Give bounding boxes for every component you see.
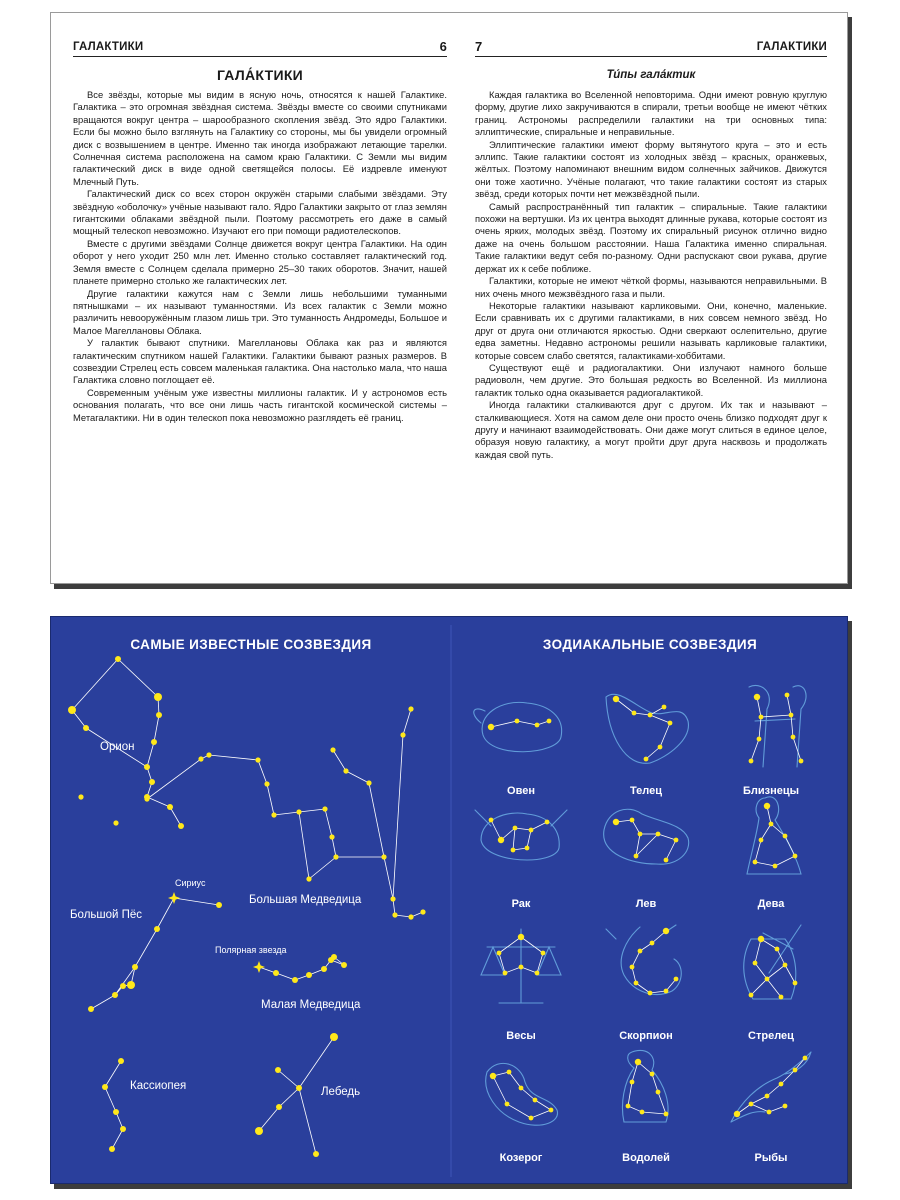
zodiac-6-star [519,965,524,970]
orion-star [156,712,162,718]
ursa-major-star [330,747,335,752]
orion-line [154,715,159,742]
zodiac-6-star [503,971,508,976]
canis-major-line [157,898,174,929]
ursa-major-star [296,809,301,814]
zodiac-10-line [642,1112,666,1114]
zodiac-2-star [757,737,762,742]
canis-major-line [174,898,219,905]
zodiac-figure-7 [606,925,681,994]
zodiac-label-libra: Весы [506,1030,536,1042]
canis-major-star [168,892,180,904]
ursa-major-line [147,759,201,799]
zodiac-8-line [755,939,761,963]
zodiac-10-line [628,1082,632,1106]
zodiac-8-line [751,979,767,995]
ursa-major-line [325,809,332,837]
ursa-major-star [322,806,327,811]
zodiac-figure-4 [604,809,689,864]
ursa-major-line [384,857,393,899]
zodiac-11-star [734,1111,740,1117]
zodiac-label-cancer: Рак [511,898,531,910]
zodiac-11-line [769,1106,785,1112]
ursa-major-star [392,912,397,917]
zodiac-6-star [541,951,546,956]
canis-major-line [135,929,157,967]
zodiac-5-star [783,834,788,839]
ursa-major-star [255,757,260,762]
zodiac-7-star [638,949,643,954]
orion-line [147,742,154,767]
zodiac-2-line [761,715,791,717]
zodiac-2-line [793,737,801,761]
zodiac-1-star [658,745,663,750]
ursa-minor-star [321,966,327,972]
cygnus-line [299,1037,334,1088]
zodiac-label-sagittarius: Стрелец [748,1030,794,1042]
zodiac-5-star [773,864,778,869]
zodiac-11-star [749,1102,754,1107]
zodiac-9-star [507,1070,512,1075]
cassiopeia-line [112,1129,123,1149]
zodiac-figure-outline [606,694,688,763]
zodiac-9-line [509,1072,521,1088]
canis-major-star [132,964,138,970]
label-cygnus: Лебедь [321,1086,361,1098]
zodiac-5-line [761,824,771,840]
zodiac-6-line [521,937,543,953]
canis-major-star [88,1006,94,1012]
zodiac-7-line [632,967,636,983]
zodiac-0-star [515,719,520,724]
canis-major-star [127,981,135,989]
cygnus-star [276,1104,282,1110]
left-page [73,13,447,583]
zodiac-4-star [634,854,639,859]
orion-star [83,725,89,731]
zodiac-10-star [630,1080,635,1085]
orion-line [72,659,118,710]
orion-star [68,706,76,714]
paragraph: Вместе с другими звёздами Солнце движется вокруг центра Галактики. На один оборот у него уходит 250 млн лет. Именно столько составляет галактический год. Земля вместе с Солнцем сделала примерно 25–30 таких оборотов. Значит, нашей планете примерно столько же галактических лет. [73,237,447,287]
ursa-major-star [366,780,371,785]
zodiac-11-star [783,1104,788,1109]
zodiac-8-star [775,947,780,952]
ursa-major-line [267,784,274,815]
right-page-heading: Ти́пы гала́ктик [606,69,696,81]
zodiac-4-star [664,858,669,863]
ursa-major-star [329,834,334,839]
zodiac-2-line [787,695,791,715]
zodiac-7-star [630,965,635,970]
ursa-major-star [408,706,413,711]
canis-major-star [154,926,160,932]
zodiac-figure-9 [486,1063,558,1125]
zodiac-figure-outline [486,1063,558,1125]
zodiac-7-star [634,981,639,986]
ursa-major-star [343,768,348,773]
ursa-major-star [400,732,405,737]
zodiac-label-pisces: Рыбы [754,1152,788,1164]
zodiac-9-star [490,1073,496,1079]
ursa-minor-star [253,961,265,973]
label-polaris: Полярная звезда [215,945,287,955]
orion-star [167,804,173,810]
ursa-minor-star [306,972,312,978]
zodiac-0-line [517,721,537,725]
paragraph: Иногда галактики сталкиваются друг с другом. Их так и называют – сталкивающиеся. Хотя на самом деле они просто очень близко подходят друг к другу и начинают взаимодействовать. Они даже могут слиться в единое целое, образуя новую галактику, а могут пройти друг друга насквозь и продолжать каждая свой путь. [475,399,827,460]
zodiac-1-line [634,713,650,715]
constellation-spread [50,616,848,1184]
zodiac-9-line [521,1088,535,1100]
zodiac-9-star [533,1098,538,1103]
zodiac-3-line [531,822,547,830]
ursa-major-line [332,837,336,857]
zodiac-label-leo: Лев [635,898,657,910]
zodiac-3-star [529,828,534,833]
right-page-number: 7 [475,39,483,54]
zodiac-9-star [519,1086,524,1091]
orion-line [118,659,158,697]
zodiac-11-star [779,1082,784,1087]
zodiac-4-star [638,832,643,837]
left-running-title: ГАЛАКТИКИ [73,41,144,53]
zodiac-2-star [789,713,794,718]
zodiac-1-line [660,723,670,747]
zodiac-6-star [497,951,502,956]
zodiac-3-star [498,837,504,843]
paragraph: Другие галактики кажутся нам с Земли лишь небольшими туманными пятнышками – их называют туманностями. Из всех галактик с Земли можно различить невооружённым глазом лишь три. Это туманность Андромеды, Большое и Малое Магеллановы Облака. [73,287,447,336]
ursa-minor-star [341,962,347,968]
zodiac-8-star [765,977,770,982]
zodiac-2-star [791,735,796,740]
zodiac-figure-8 [744,925,801,999]
ursa-major-star [271,812,276,817]
cygnus-line [299,1088,316,1154]
zodiac-6-line [521,967,537,973]
zodiac-6-line [505,967,521,973]
zodiac-9-line [493,1076,507,1104]
zodiac-10-star [626,1104,631,1109]
ursa-minor-line [276,973,295,980]
zodiac-6-star [535,971,540,976]
zodiac-6-star [518,934,524,940]
zodiac-1-line [650,715,670,723]
zodiac-2-star [785,693,790,698]
zodiac-2-line [791,715,793,737]
cygnus-line [279,1088,299,1107]
canis-major-star [112,992,118,998]
zodiac-3-star [525,846,530,851]
left-running-head [73,39,447,57]
zodiac-1-star [662,705,667,710]
left-page-body [73,89,447,424]
paragraph: У галактик бывают спутники. Магеллановы Облака как раз и являются галактическим спутником нашей Галактики. Галактики бывают разных размеров. В созвездии Стрелец есть совсем маленькая галактика. Она настолько мала, что наша Галактика словно поглощает её. [73,337,447,386]
zodiac-11-star [767,1110,772,1115]
ursa-major-star [381,854,386,859]
label-orion: Орион [100,741,135,753]
zodiac-5-line [775,856,795,866]
zodiac-2-line [751,739,759,761]
paragraph: Каждая галактика во Вселенной неповторима. Одни имеют ровную круглую форму, другие лихо закручиваются в спирали, третьи вообще не имеют чётких границ. Астрономы распределили галактики на три основных типа: эллиптические, спиральные и неправильные. [475,89,827,138]
ursa-minor-star [273,970,279,976]
zodiac-4-star [630,818,635,823]
zodiac-figure-outline [744,925,801,999]
zodiac-3-star [545,820,550,825]
zodiac-7-star [648,991,653,996]
zodiac-10-star [656,1090,661,1095]
ursa-minor-star [331,954,337,960]
zodiac-4-star [613,819,619,825]
zodiac-3-star [489,818,494,823]
paragraph: Галактики, которые не имеют чёткой формы, называются неправильными. В них очень много межзвёздного газа и пыли. [475,275,827,299]
cygnus-star [313,1151,319,1157]
zodiac-7-line [650,991,666,993]
orion-star [78,794,83,799]
zodiac-9-star [529,1116,534,1121]
orion-star [144,764,150,770]
ursa-major-line [403,709,411,735]
zodiac-3-star [511,848,516,853]
cassiopeia-line [105,1061,121,1087]
zodiac-5-line [785,836,795,856]
ursa-major-line [274,812,299,815]
zodiac-8-line [767,979,781,997]
orion-line [147,797,170,807]
ursa-major-line [209,755,258,760]
orion-star [154,693,162,701]
zodiac-1-star [644,757,649,762]
zodiac-1-star [613,696,619,702]
zodiac-2-star [759,715,764,720]
zodiac-7-star [650,941,655,946]
zodiac-7-star [664,989,669,994]
zodiac-9-star [505,1102,510,1107]
zodiac-label-virgo: Дева [757,898,785,910]
ursa-major-line [369,783,384,857]
paragraph: Существуют ещё и радиогалактики. Они излучают намного больше радиоволн, чем другие. Это большая редкость во Вселенной. Из миллиона галактик только одна оказывается радиогалактикой. [475,361,827,398]
orion-star [115,656,121,662]
zodiac-1-line [646,747,660,759]
cygnus-line [278,1070,299,1088]
zodiac-5-star [769,822,774,827]
zodiac-5-line [755,840,761,862]
zodiac-5-star [753,860,758,865]
cassiopeia-line [105,1087,116,1112]
cygnus-star [296,1085,302,1091]
ursa-major-line [299,809,325,812]
zodiac-11-star [765,1094,770,1099]
zodiac-9-star [549,1108,554,1113]
zodiac-3-line [515,828,531,830]
text-spread [50,12,848,584]
ursa-major-star [206,752,211,757]
cassiopeia-star [102,1084,108,1090]
right-page-body [475,89,827,461]
paragraph: Самый распространённый тип галактик – спиральные. Такие галактики похожи на вертушки. Из их центра выходят длинные рукава, которые состоят из очень ярких, молодых звёзд. Поэтому их спиральный рисунок отлично видно даже на очень большом расстоянии. Наша Галактика именно спиральная. Такие галактики ведут себя по-разному. Одни распускают свои рукава, другие держат их к себе поближе. [475,200,827,274]
ursa-major-line [258,760,267,784]
orion-star [151,739,157,745]
ursa-major-star [264,781,269,786]
canis-major-line [91,995,115,1009]
zodiac-1-star [648,713,653,718]
paragraph: Современным учёным уже известны миллионы галактик. И у астрономов есть основания полагать, что все они лишь часть гигантской космической системы – Метагалактики. Ни в один телескоп пока невозможно разглядеть её границ. [73,386,447,423]
zodiac-7-star [663,928,669,934]
label-ursa-major: Большая Медведица [249,894,362,906]
zodiac-figure-outline [606,925,681,994]
zodiac-8-star [753,961,758,966]
zodiac-9-line [531,1110,551,1118]
label-ursa-minor: Малая Медведица [261,999,361,1011]
cygnus-line [259,1107,279,1131]
paragraph: Некоторые галактики называют карликовыми. Они, конечно, маленькие. Если сравнивать их с другими галактиками, в них совсем немного звёзд. Но друг от друга они отличаются яркостью. Одни сверкают ослепительно, другие едва заметны. Недавно астрономы решили называть карликовые галактики, которые совсем слабо светятся, галактиками-хоббитами. [475,299,827,361]
zodiac-3-star [513,826,518,831]
zodiac-8-star [783,963,788,968]
zodiac-2-star [754,694,760,700]
zodiac-4-line [632,820,640,834]
zodiac-10-line [658,1092,666,1114]
ursa-minor-star [292,977,298,983]
label-sirius: Сириус [175,878,206,888]
cassiopeia-star [120,1126,126,1132]
right-running-title: ГАЛАКТИКИ [756,41,827,53]
zodiac-11-line [751,1104,769,1112]
ursa-major-star [408,914,413,919]
label-canis-major: Большой Пёс [70,909,143,921]
cygnus-star [275,1067,281,1073]
zodiac-0-star [547,719,552,724]
zodiac-7-star [674,977,679,982]
zodiac-label-aquarius: Водолей [622,1152,670,1164]
zodiac-10-star [635,1059,641,1065]
zodiac-8-line [785,965,795,983]
cassiopeia-star [109,1146,115,1152]
left-page-heading: ГАЛА́КТИКИ [216,67,304,83]
paragraph: Все звёзды, которые мы видим в ясную ночь, относятся к нашей Галактике. Галактика – это огромная звёздная система. Звёзды вместе со своими спутниками вращаются вокруг центра – шарообразного скопления звёзд. Это ядро Галактики. Если бы можно было взглянуть на Галактику со стороны, мы бы увидели огромный диск с возвышением в центре. Именно так иногда изображают летающие тарелки. Солнечная система расположена на самом краю Галактики. С Земли мы видим галактический диск в виде одной светящейся полосы. Её издревле именуют Млечный Путь. [73,89,447,187]
right-running-head [475,39,827,57]
zodiac-label-gemini: Близнецы [742,785,800,797]
zodiac-figure-1 [606,694,688,763]
ursa-major-star [198,756,203,761]
zodiac-4-star [656,832,661,837]
zodiac-figure-outline [622,1050,668,1122]
cygnus-star [330,1033,338,1041]
label-cassiopeia: Кассиопея [130,1080,187,1092]
zodiac-10-star [650,1072,655,1077]
zodiac-figure-3 [475,810,567,860]
orion-star [149,779,155,785]
right-page [475,13,827,583]
zodiac-label-capricorn: Козерог [499,1152,543,1164]
zodiac-9-line [507,1104,531,1118]
orion-star [178,823,184,829]
zodiac-label-taurus: Телец [629,785,662,797]
orion-star [113,820,118,825]
zodiac-figure-outline [474,702,562,751]
zodiac-5-line [755,862,775,866]
zodiac-4-line [658,834,676,840]
zodiac-10-star [640,1110,645,1115]
ursa-major-line [346,771,369,783]
zodiac-6-line [499,937,521,953]
canis-major-star [216,902,222,908]
ursa-major-star [144,796,149,801]
zodiac-3-line [513,828,515,850]
zodiac-8-line [755,963,767,979]
zodiac-2-star [799,759,804,764]
zodiac-4-line [666,840,676,860]
zodiac-10-star [664,1112,669,1117]
zodiac-label-scorpio: Скорпион [619,1030,673,1042]
zodiac-figure-outline [604,809,689,864]
zodiac-5-star [759,838,764,843]
orion-line [170,807,181,826]
zodiac-constellations-heading: ЗОДИАКАЛЬНЫЕ СОЗВЕЗДИЯ [542,637,758,652]
paragraph: Эллиптические галактики имеют форму вытянутого круга – это и есть эллипс. Такие галактики состоят из холодных звёзд – красных, оранжевых, жёлтых. Поэтому напоминают внешним видом солнечных зайчиков. Движутся они тоже хаотично. Учёные полагают, что такие галактики состоят из старых звёзд, среди которых почти нет межзвёздной пыли. [475,138,827,200]
zodiac-1-star [632,711,637,716]
canis-major-star [120,983,126,989]
zodiac-8-star [758,936,764,942]
zodiac-8-star [779,995,784,1000]
zodiac-8-star [749,993,754,998]
ursa-major-line [393,735,403,899]
zodiac-11-star [803,1056,808,1061]
zodiac-0-line [491,721,517,727]
ursa-major-star [306,876,311,881]
zodiac-figure-10 [622,1050,668,1122]
left-page-number: 6 [439,39,447,54]
ursa-major-star [390,896,395,901]
zodiac-5-star [764,803,770,809]
zodiac-11-star [793,1068,798,1073]
cassiopeia-star [118,1058,124,1064]
cygnus-star [255,1127,263,1135]
zodiac-5-star [793,854,798,859]
zodiac-8-star [793,981,798,986]
zodiac-figure-outline [475,810,567,860]
paragraph: Галактический диск со всех сторон окружён старыми слабыми звёздами. Эту звёздную «оболочку» учёные называют гало. Ядро Галактики закрыто от глаз землян гигантскими облаками звёздной пыли. Поэтому рассмотреть его даже в самый мощный телескоп невозможно. Изучают его при помощи радиотелескопов. [73,188,447,237]
zodiac-2-star [749,759,754,764]
zodiac-label-aries: Овен [507,785,535,797]
zodiac-7-line [632,951,640,967]
zodiac-11-line [767,1084,781,1096]
cassiopeia-star [113,1109,119,1115]
zodiac-0-star [488,724,494,730]
ursa-major-line [299,812,309,879]
ursa-major-line [333,750,346,771]
zodiac-3-line [491,820,501,840]
famous-constellations-heading: САМЫЕ ИЗВЕСТНЫЕ СОЗВЕЗДИЯ [130,637,372,652]
zodiac-0-star [535,723,540,728]
ursa-major-line [309,857,336,879]
zodiac-1-star [668,721,673,726]
ursa-major-star [333,854,338,859]
zodiac-4-star [674,838,679,843]
zodiac-figure-0 [474,702,562,751]
ursa-major-star [420,909,425,914]
zodiac-3-line [527,830,531,848]
zodiac-11-line [751,1096,767,1104]
